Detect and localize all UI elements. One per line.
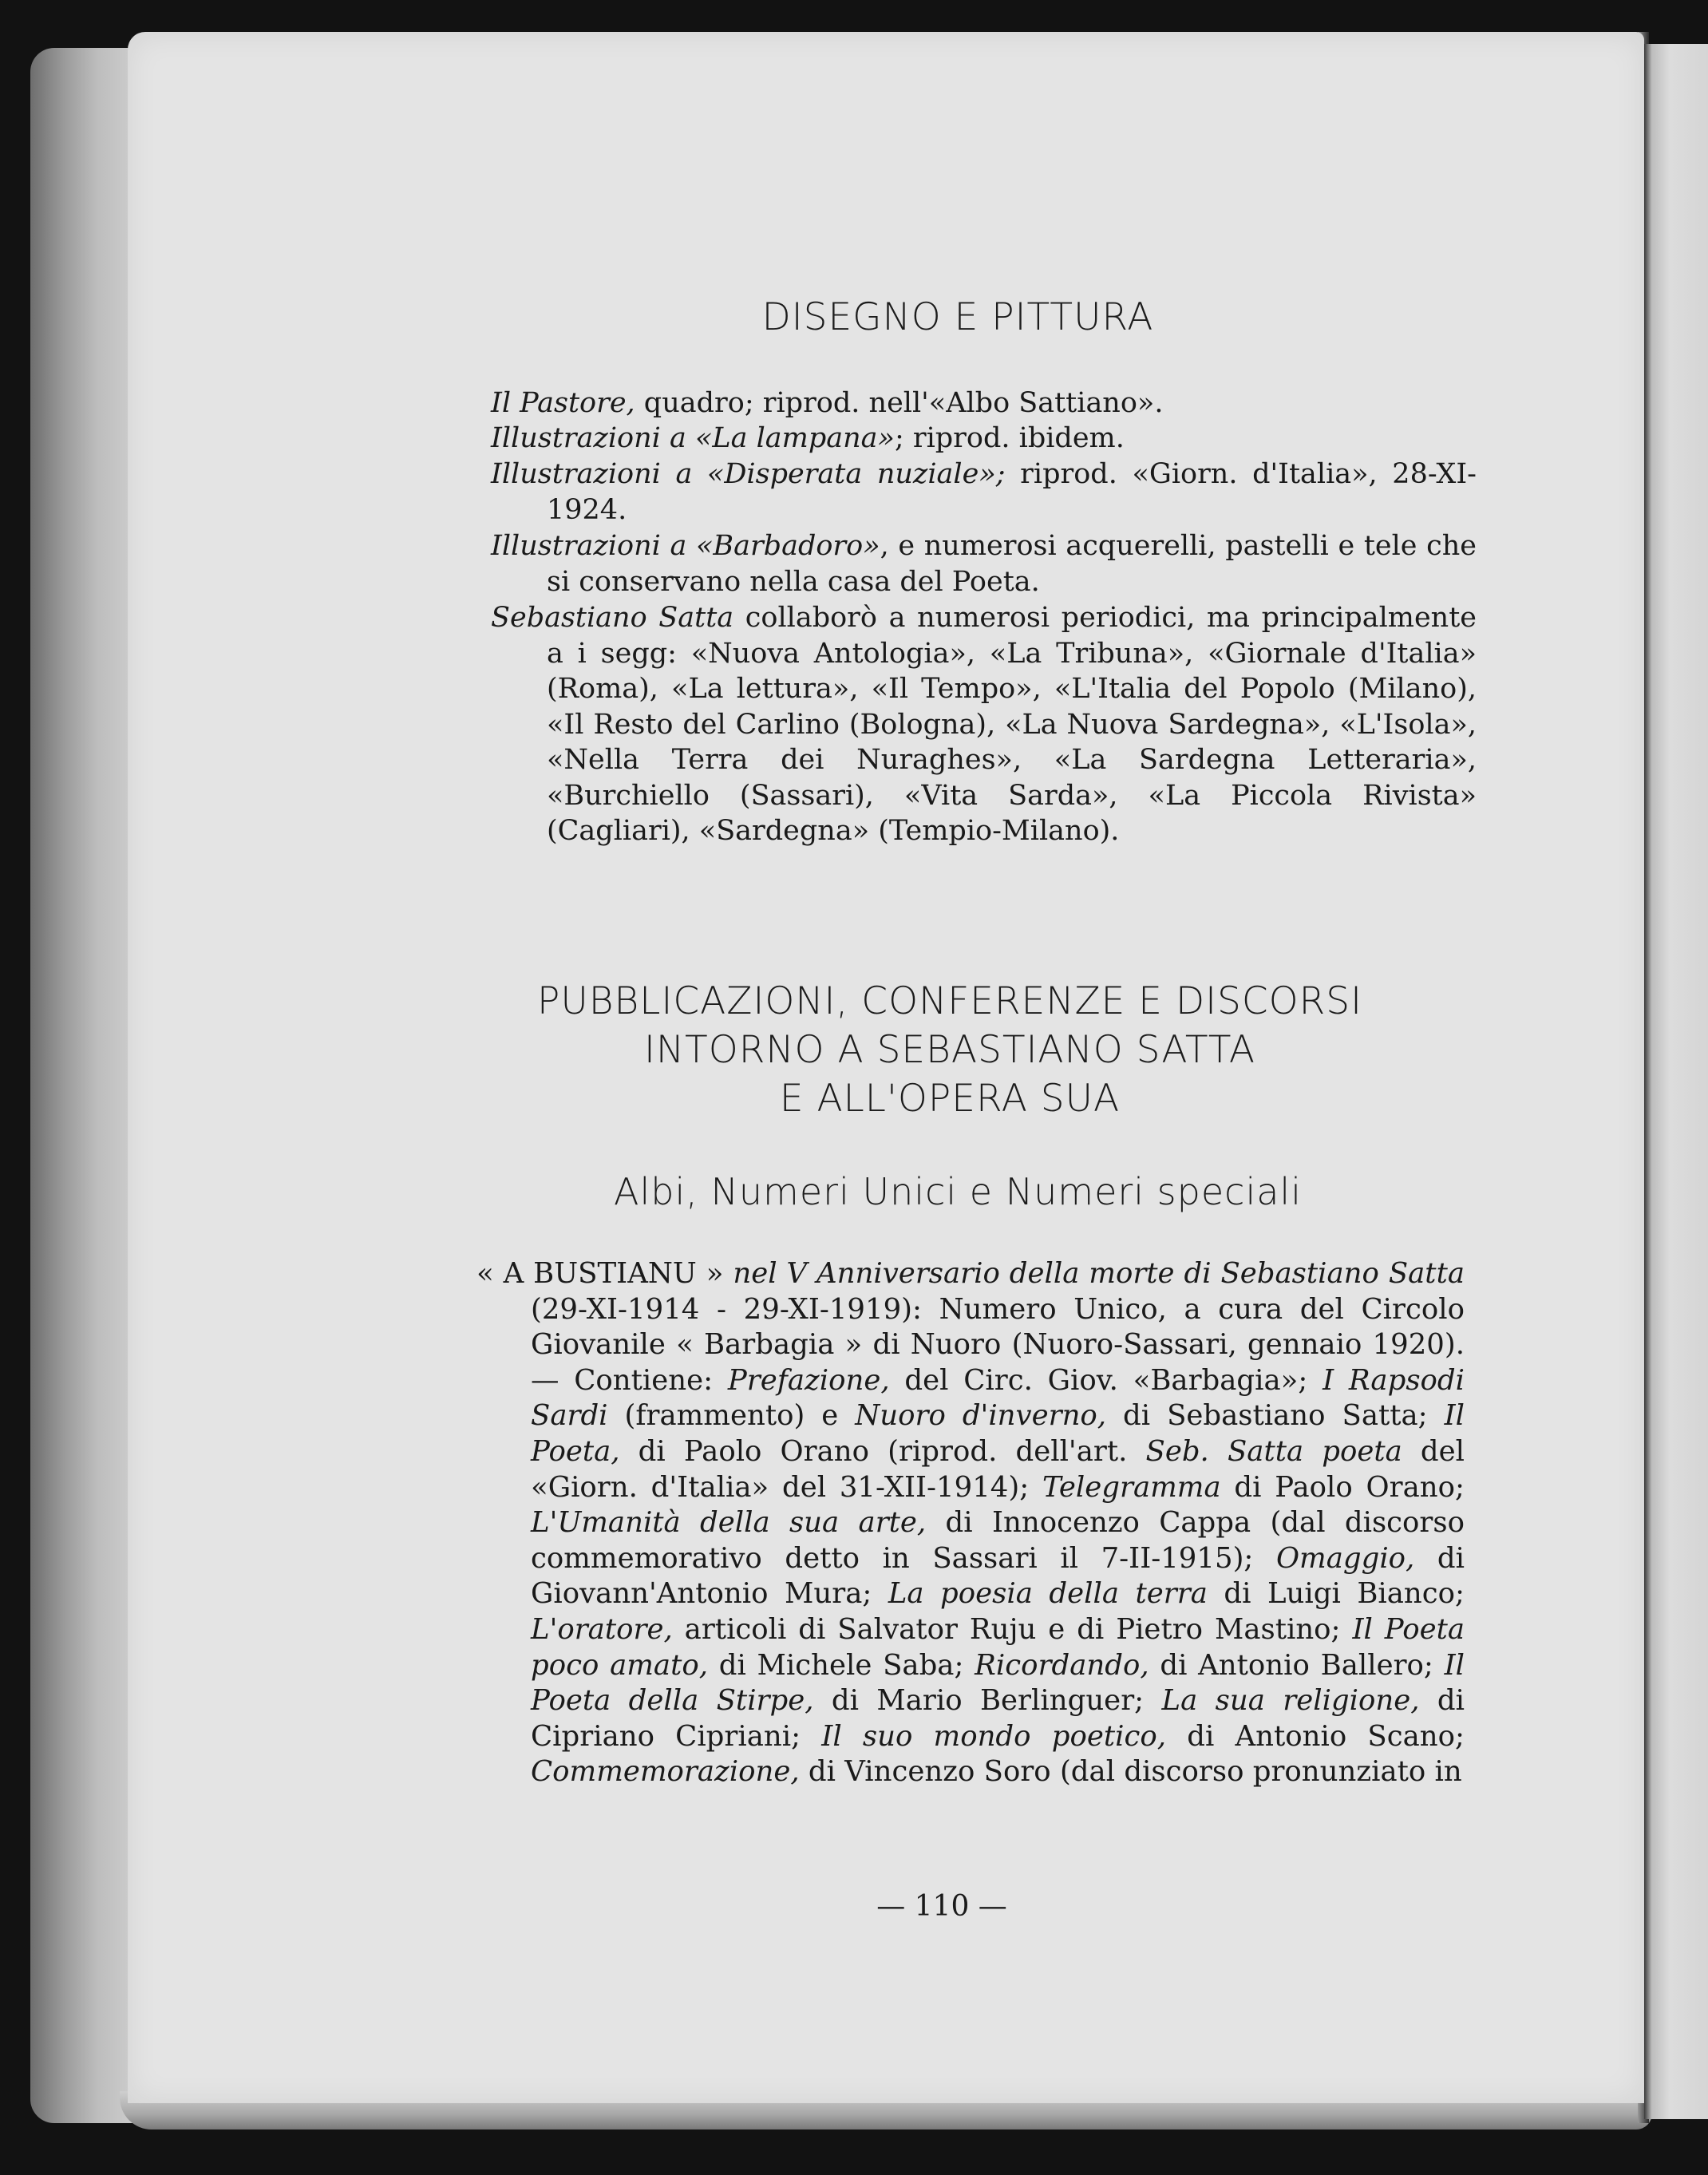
title-line: PUBBLICAZIONI, CONFERENZE E DISCORSI xyxy=(537,979,1362,1023)
italic-title-segment: L'oratore, xyxy=(531,1612,673,1646)
italic-title-segment: Omaggio, xyxy=(1275,1541,1415,1575)
italic-title-segment: Telegramma xyxy=(1042,1470,1221,1504)
italic-title-segment: Il Poeta, xyxy=(531,1399,1465,1468)
section-subtitle: Albi, Numeri Unici e Numeri speciali xyxy=(614,1170,1302,1213)
text-segment: di Luigi Bianco; xyxy=(1207,1577,1465,1611)
section-title-pubblicazioni xyxy=(447,977,1453,1123)
text-segment: di Sebastiano Satta; xyxy=(1106,1399,1445,1433)
entry-lampana: Illustrazioni a «La lampana»; riprod. ibidem. xyxy=(491,422,1125,454)
text-segment: del Circ. Giov. «Barbagia»; xyxy=(889,1363,1323,1397)
text-segment: del «Giorn. d'Italia» del 31-XII-1914); xyxy=(531,1434,1465,1504)
title-line: E ALL'OPERA SUA xyxy=(779,1077,1121,1121)
italic-title-segment: Commemorazione, xyxy=(531,1755,800,1789)
section-title-disegno: DISEGNO E PITTURA xyxy=(761,295,1154,339)
italic-title-segment: Nuoro d'inverno, xyxy=(855,1399,1107,1433)
text-segment: di Paolo Orano (riprod. dell'art. xyxy=(619,1434,1146,1468)
entry-a-bustianu xyxy=(476,1256,1465,1790)
italic-title-segment: nel V Anniversario della morte di Sebastiano Satta xyxy=(733,1257,1465,1290)
text-segment: di Antonio Ballero; xyxy=(1149,1648,1445,1682)
text-segment: di Cipriano Cipriani; xyxy=(531,1684,1465,1753)
text-segment: di Michele Saba; xyxy=(708,1648,975,1682)
text-segment: articoli di Salvator Ruju e di Pietro Mastino; xyxy=(672,1612,1353,1646)
text-segment: di Mario Berlinguer; xyxy=(813,1684,1162,1718)
title-line: INTORNO A SEBASTIANO SATTA xyxy=(644,1028,1255,1072)
entry-disperata: Illustrazioni a «Disperata nuziale»; riprod. «Giorn. d'Italia», 28-XI-1924. xyxy=(491,458,1477,526)
text-segment: di Giovann'Antonio Mura; xyxy=(531,1541,1465,1611)
entry-periodici: Sebastiano Satta collaborò a numerosi periodici, ma principalmente a i segg: «Nuova Antologia», «La Tribuna», «Giornale d'Italia» (Roma), «La lettura», «Il Tempo», «L'Italia del Popolo (Milano), «Il Resto del Carlino (Bologna), «La Nuova Sardegna», «L'Isola», «Nella Terra dei Nuraghes», «La Sardegna Letteraria», «Burchiello (Sassari), «Vita Sarda», «La Piccola Rivista» (Cagliari), «Sardegna» (Tempio-Milano). xyxy=(491,602,1477,847)
text-segment: (29-XI-1914 - 29-XI-1919): Numero Unico, a cura del Circolo Giovanile « Barbagia » di Nuoro (Nuoro-Sassari, gennaio 1920). — Contiene: xyxy=(531,1292,1465,1397)
italic-title-segment: Prefazione, xyxy=(727,1363,890,1397)
text-segment: « A BUSTIANU » xyxy=(476,1257,733,1290)
page-number: — 110 — xyxy=(876,1890,1007,1923)
text-segment: di Paolo Orano; xyxy=(1220,1470,1465,1504)
italic-title-segment: La poesia della terra xyxy=(888,1577,1208,1611)
italic-title-segment: L'Umanità della sua arte, xyxy=(531,1506,927,1540)
italic-title-segment: I Rapsodi Sardi xyxy=(531,1363,1465,1433)
entry-barbadoro: Illustrazioni a «Barbadoro», e numerosi acquerelli, pastelli e tele che si conservano nella casa del Poeta. xyxy=(491,530,1477,598)
italic-title-segment: Il suo mondo poetico, xyxy=(821,1719,1167,1753)
italic-title-segment: Il Poeta della Stirpe, xyxy=(531,1648,1465,1718)
italic-title-segment: Ricordando, xyxy=(975,1648,1149,1682)
italic-title-segment: Seb. Satta poeta xyxy=(1145,1434,1402,1468)
text-segment: di Innocenzo Cappa (dal discorso commemorativo detto in Sassari il 7-II-1915); xyxy=(531,1506,1465,1575)
text-segment: (frammento) e xyxy=(607,1399,856,1433)
italic-title-segment: Il Poeta poco amato, xyxy=(531,1612,1465,1682)
italic-title-segment: La sua religione, xyxy=(1161,1684,1420,1718)
text-segment: di Antonio Scano; xyxy=(1166,1719,1465,1753)
text-segment: di Vincenzo Soro (dal discorso pronunziato in xyxy=(799,1755,1462,1789)
entry-pastore: Il Pastore, quadro; riprod. nell'«Albo Sattiano». xyxy=(491,387,1164,419)
